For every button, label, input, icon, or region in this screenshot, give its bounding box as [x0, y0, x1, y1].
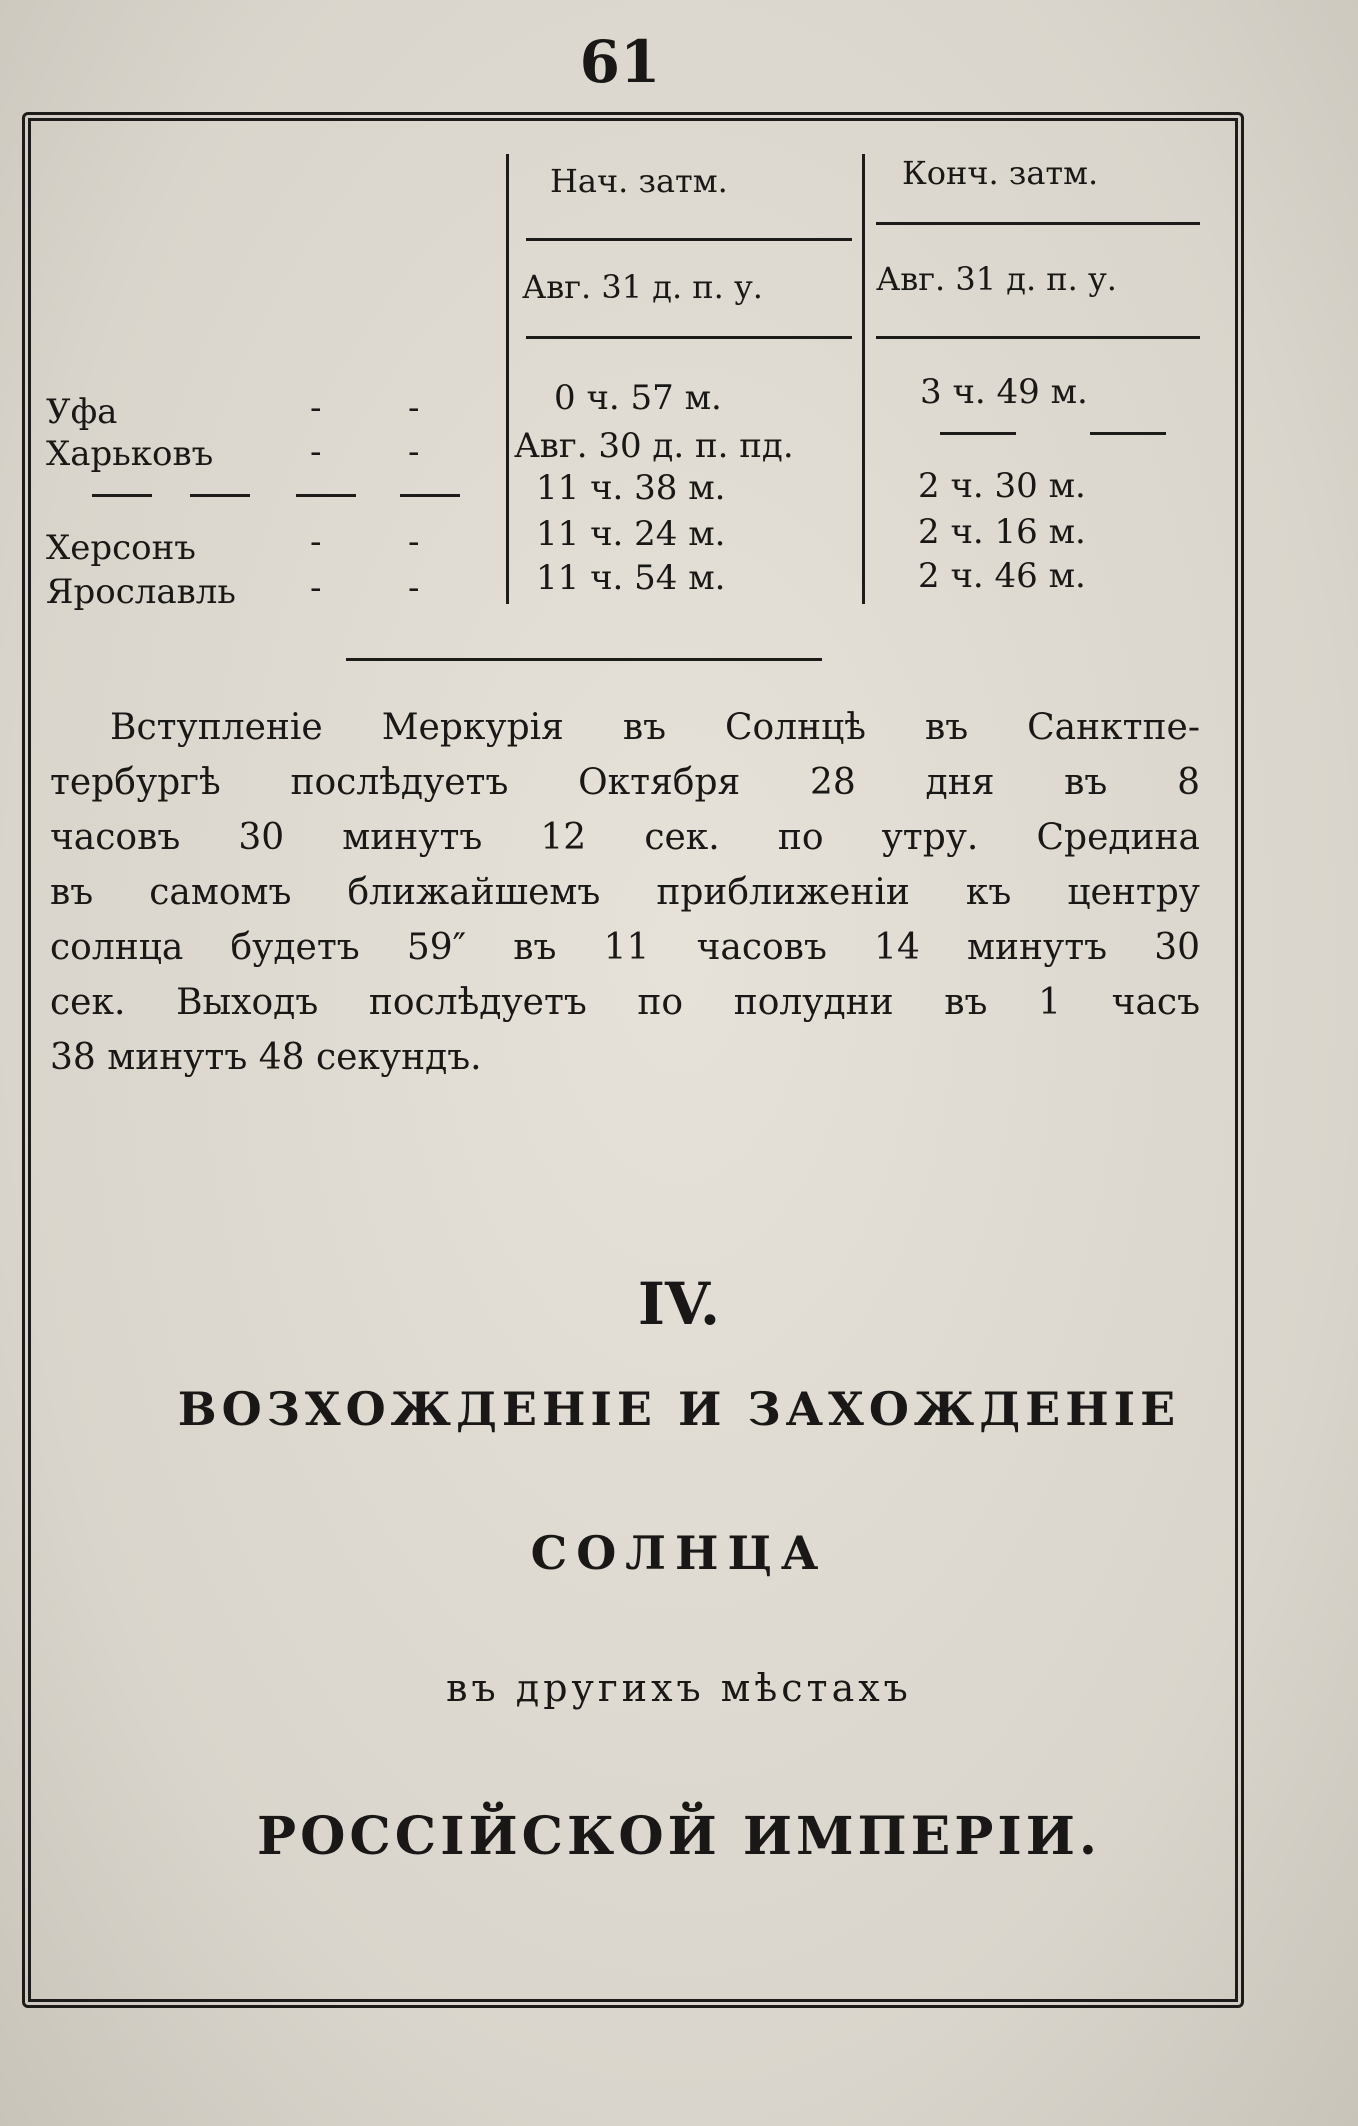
- section-title: РОССІЙСКОЙ ИМПЕРІИ.: [257, 1806, 1101, 1867]
- leader-dashes: - -: [310, 568, 420, 608]
- city-name: Ярославль: [46, 572, 236, 612]
- table-cell: 11 ч. 54 м.: [536, 558, 726, 598]
- leader-dashes: - -: [310, 522, 420, 562]
- table-divider-middle: [862, 154, 865, 604]
- separator-rule: [346, 658, 822, 661]
- column-subheader: Авг. 31 д. п. у.: [876, 260, 1117, 298]
- ditto-dash: [92, 494, 152, 497]
- column-subheader: Авг. 31 д. п. у.: [522, 268, 763, 306]
- paragraph-line: солнца будетъ 59″ въ 11 часовъ 14 минутъ 30: [50, 927, 1200, 968]
- eclipse-table: [40, 150, 1220, 610]
- paragraph-line: 38 минутъ 48 секундъ.: [50, 1037, 482, 1078]
- table-divider-left: [506, 154, 509, 604]
- table-cell: 11 ч. 24 м.: [536, 514, 726, 554]
- empty-cell-dash: [940, 432, 1016, 435]
- table-cell: 2 ч. 16 м.: [918, 512, 1086, 552]
- column-group-header: Нач. затм.: [550, 162, 728, 200]
- city-name: Уфа: [46, 392, 118, 432]
- city-name: Херсонъ: [46, 528, 196, 568]
- paragraph-line: сек. Выходъ послѣдуетъ по полудни въ 1 часъ: [50, 982, 1200, 1023]
- ditto-dash: [190, 494, 250, 497]
- section-title: СОЛНЦА: [530, 1526, 828, 1580]
- empty-cell-dash: [1090, 432, 1166, 435]
- leader-dashes: - -: [310, 388, 420, 428]
- ditto-dash: [400, 494, 460, 497]
- header-rule: [526, 336, 852, 339]
- mercury-transit-paragraph: [50, 700, 1200, 1085]
- column-group-header: Конч. затм.: [902, 154, 1099, 192]
- header-rule: [526, 238, 852, 241]
- paragraph-line: въ самомъ ближайшемъ приближеніи къ центру: [50, 872, 1200, 913]
- header-rule: [876, 336, 1200, 339]
- leader-dashes: - -: [310, 432, 420, 472]
- paragraph-line: часовъ 30 минутъ 12 сек. по утру. Средина: [50, 817, 1200, 858]
- table-cell: 2 ч. 46 м.: [918, 556, 1086, 596]
- table-cell: Авг. 30 д. п. пд.: [514, 426, 794, 466]
- header-rule: [876, 222, 1200, 225]
- paragraph-line: тербургѣ послѣдуетъ Октября 28 дня въ 8: [50, 762, 1200, 803]
- table-cell: 0 ч. 57 м.: [554, 378, 722, 418]
- section-numeral: IV.: [637, 1270, 721, 1338]
- section-title: ВОЗХОЖДЕНІЕ И ЗАХОЖДЕНІЕ: [177, 1382, 1181, 1436]
- table-cell: 3 ч. 49 м.: [920, 372, 1088, 412]
- table-cell: 11 ч. 38 м.: [536, 468, 726, 508]
- table-cell: 2 ч. 30 м.: [918, 466, 1086, 506]
- paragraph-line: Вступленіе Меркурія въ Солнцѣ въ Санктпе-: [110, 707, 1200, 748]
- city-name: Харьковъ: [46, 434, 214, 474]
- section-subtitle: въ другихъ мѣстахъ: [446, 1666, 912, 1710]
- page-number: 61: [579, 28, 661, 96]
- ditto-dash: [296, 494, 356, 497]
